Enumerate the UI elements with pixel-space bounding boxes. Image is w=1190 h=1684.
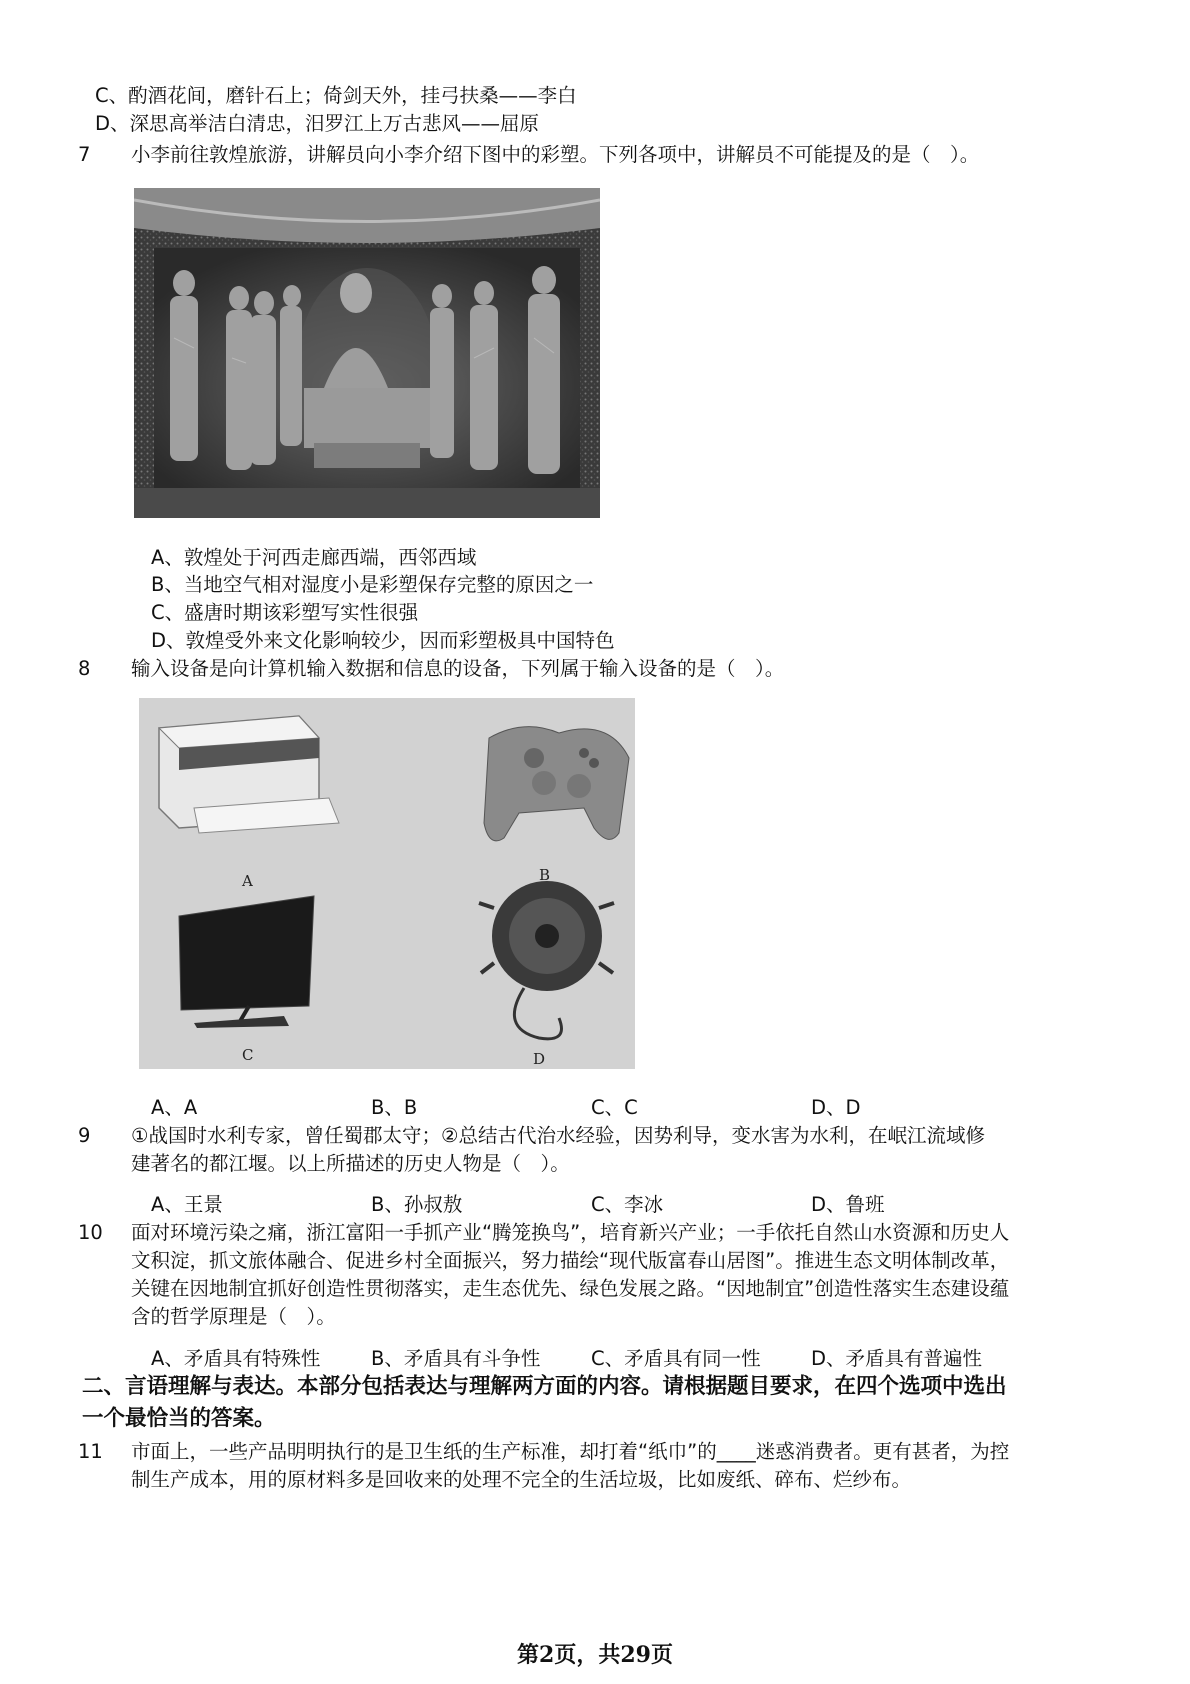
question-stem-line-2: 建著名的都江堰。以上所描述的历史人物是（ ）。: [131, 1152, 570, 1175]
option-b: B、当地空气相对湿度小是彩塑保存完整的原因之一: [151, 573, 594, 596]
option-d: D、矛盾具有普遍性: [811, 1347, 983, 1370]
question-stem: 小李前往敦煌旅游，讲解员向小李介绍下图中的彩塑。下列各项中，讲解员不可能提及的是（ ）。: [131, 143, 980, 166]
option-d: D、鲁班: [811, 1193, 885, 1216]
question-stem-line-1: ①战国时水利专家，曾任蜀郡太守；②总结古代治水经验，因势利导，变水害为水利，在岷江流域修: [131, 1124, 985, 1147]
q6-option-d: D、深思高举洁白清忠，汨罗江上万古悲风——屈原: [95, 112, 540, 135]
option-b: B、矛盾具有斗争性: [371, 1347, 541, 1370]
question-stem-line-4: 含的哲学原理是（ ）。: [131, 1305, 336, 1328]
option-a: A、A: [151, 1096, 198, 1119]
question-stem-line-1: 市面上，一些产品明明执行的是卫生纸的生产标准，却打着“纸巾”的____迷惑消费者。更有甚者，为控: [131, 1440, 1010, 1463]
option-c: C、C: [591, 1096, 638, 1119]
question-stem-line-2: 制生产成本，用的原材料多是回收来的处理不完全的生活垃圾，比如废纸、碎布、烂纱布。: [131, 1468, 912, 1491]
image-label-a: A: [242, 872, 253, 890]
page-footer: 第2页，共29页: [517, 1642, 673, 1668]
option-d: D、敦煌受外来文化影响较少，因而彩塑极具中国特色: [151, 629, 615, 652]
option-a: A、王景: [151, 1193, 223, 1216]
image-label-b: B: [539, 866, 551, 884]
option-c: C、李冰: [591, 1193, 664, 1216]
question-stem-line-2: 文积淀，抓文旅体融合、促进乡村全面振兴，努力描绘“现代版富春山居图”。推进生态文明体制改革，: [131, 1249, 1010, 1272]
question-number: 7: [78, 143, 91, 166]
question-stem-line-3: 关键在因地制宜抓好创造性贯彻落实，走生态优先、绿色发展之路。“因地制宜”创造性落实生态建设蕴: [131, 1277, 1010, 1300]
image-label-d: D: [533, 1050, 546, 1068]
option-b: B、孙叔敖: [371, 1193, 463, 1216]
printer-image: [159, 716, 339, 833]
option-a: A、矛盾具有特殊性: [151, 1347, 321, 1370]
option-c: C、矛盾具有同一性: [591, 1347, 761, 1370]
question-number: 8: [78, 657, 91, 680]
option-d: D、D: [811, 1096, 861, 1119]
section-heading-line-2: 一个最恰当的答案。: [82, 1406, 276, 1431]
question-number: 9: [78, 1124, 91, 1147]
image-label-c: C: [242, 1046, 254, 1064]
input-devices-photo: [139, 698, 635, 1069]
question-stem: 输入设备是向计算机输入数据和信息的设备，下列属于输入设备的是（ ）。: [131, 657, 785, 680]
option-c: C、盛唐时期该彩塑写实性很强: [151, 601, 419, 624]
question-stem-line-1: 面对环境污染之痛，浙江富阳一手抓产业“腾笼换鸟”，培育新兴产业；一手依托自然山水资源和历史人: [131, 1221, 1010, 1244]
question-number: 11: [78, 1440, 103, 1463]
q6-option-c: C、酌酒花间，磨针石上；倚剑天外，挂弓扶桑——李白: [95, 84, 577, 107]
section-heading-line-1: 二、言语理解与表达。本部分包括表达与理解两方面的内容。请根据题目要求，在四个选项中选出: [82, 1374, 1007, 1399]
question-number: 10: [78, 1221, 103, 1244]
dunhuang-sculpture-photo: [134, 188, 600, 518]
option-a: A、敦煌处于河西走廊西端，西邻西域: [151, 546, 477, 569]
option-b: B、B: [371, 1096, 418, 1119]
